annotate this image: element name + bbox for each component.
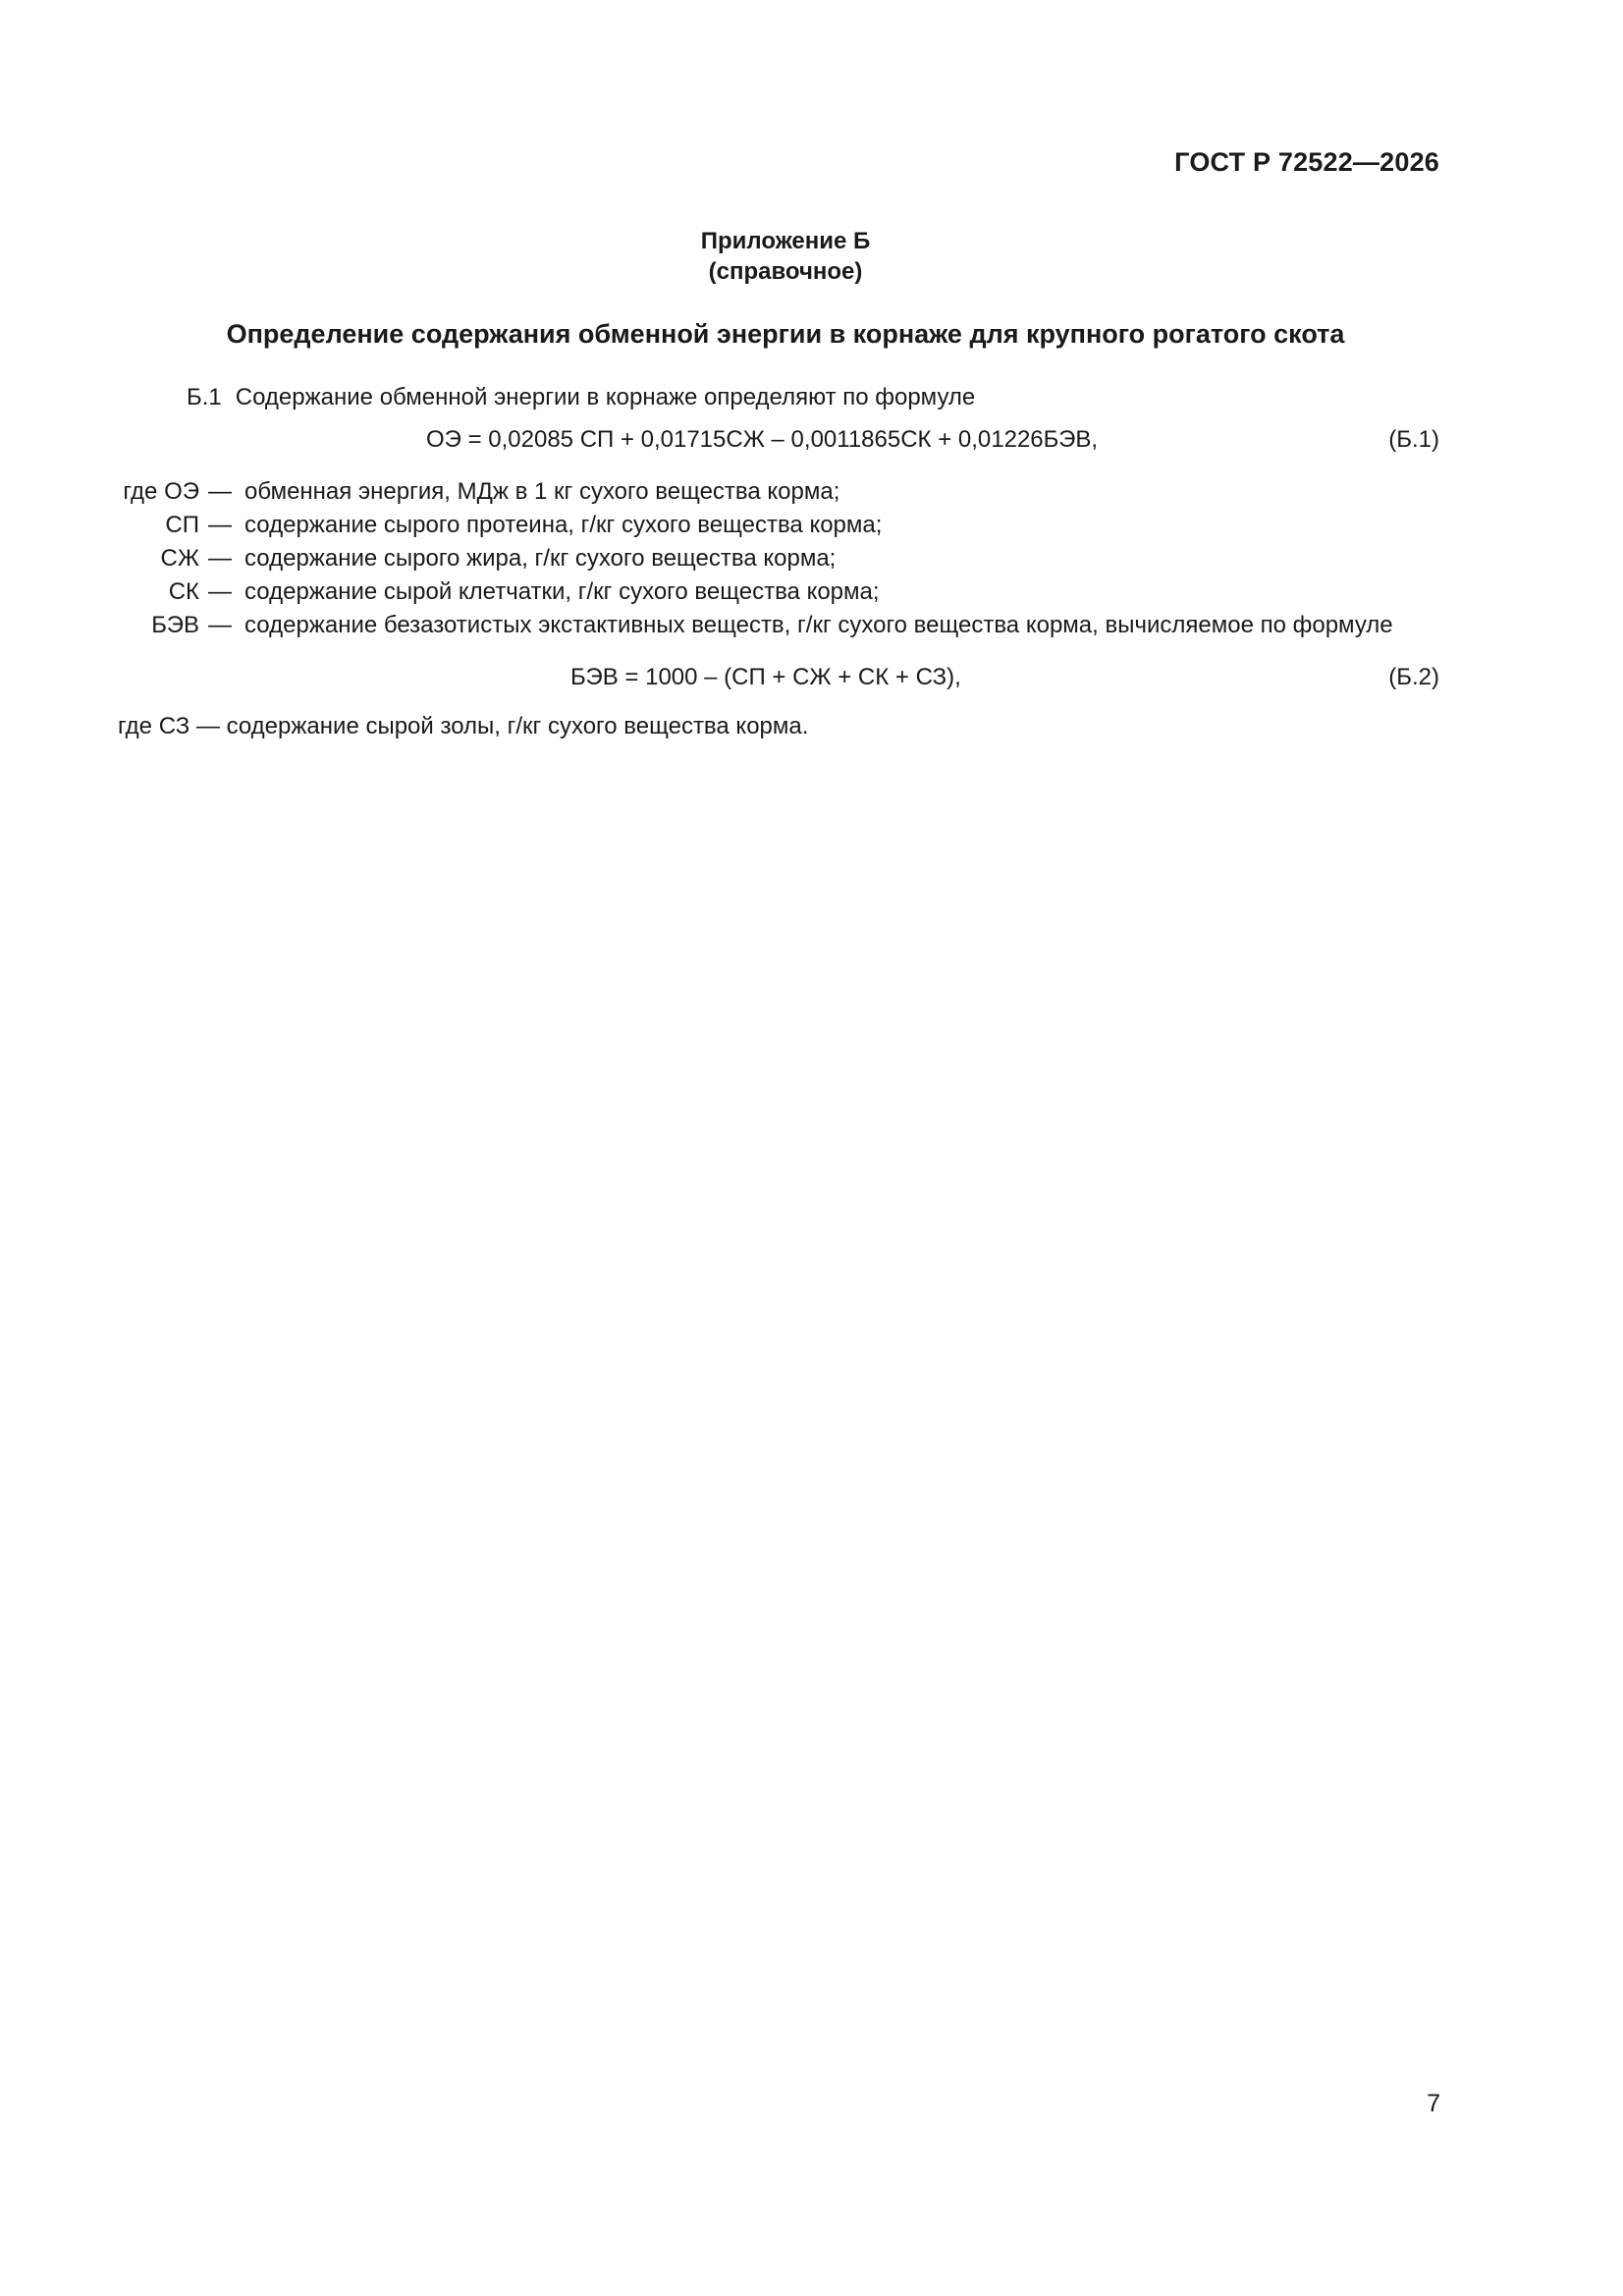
variable-symbol: СК (168, 578, 199, 605)
variable-description: содержание сырого жира, г/кг сухого вещества корма; (244, 545, 837, 572)
em-dash: — (208, 612, 232, 638)
annex-status: (справочное) (708, 258, 863, 285)
em-dash: — (208, 545, 232, 572)
list-item (0, 512, 1623, 545)
variable-description: содержание сырой клетчатки, г/кг сухого вещества корма; (244, 578, 880, 605)
variable-description: содержание сырого протеина, г/кг сухого вещества корма; (244, 512, 883, 538)
variable-description: обменная энергия, МДж в 1 кг сухого вещества корма; (244, 478, 840, 505)
annex-title: Приложение Б (700, 228, 871, 254)
ash-definition: где СЗ — содержание сырой золы, г/кг сухого вещества корма. (118, 713, 809, 739)
list-item (0, 612, 1623, 645)
list-item (0, 578, 1623, 612)
formula-number: (Б.1) (1388, 426, 1439, 453)
variable-description: содержание безазотистых экстактивных веществ, г/кг сухого вещества корма, вычисляемое по формуле (244, 612, 1393, 638)
clause-text: Содержание обменной энергии в корнаже определяют по формуле (235, 384, 976, 410)
variable-symbol: БЭВ (151, 612, 199, 638)
section-heading: Определение содержания обменной энергии в корнаже для крупного рогатого скота (226, 319, 1345, 349)
variable-symbol: СЖ (160, 545, 199, 572)
variable-definitions-list (0, 478, 1623, 645)
standard-id: ГОСТ Р 72522—2026 (1174, 147, 1439, 177)
formula-expression: БЭВ = 1000 – (СП + СЖ + СК + СЗ), (570, 664, 961, 690)
clause-number: Б.1 (187, 384, 222, 410)
variable-symbol: где ОЭ (123, 478, 199, 505)
list-item (0, 545, 1623, 578)
em-dash: — (208, 512, 232, 538)
variable-symbol: СП (165, 512, 199, 538)
em-dash: — (208, 478, 232, 505)
list-item (0, 478, 1623, 512)
em-dash: — (208, 578, 232, 605)
formula-number: (Б.2) (1388, 664, 1439, 690)
formula-expression: ОЭ = 0,02085 СП + 0,01715СЖ – 0,0011865СК + 0,01226БЭВ, (426, 426, 1099, 453)
page-number: 7 (1427, 2090, 1440, 2117)
clause-paragraph (187, 384, 975, 411)
